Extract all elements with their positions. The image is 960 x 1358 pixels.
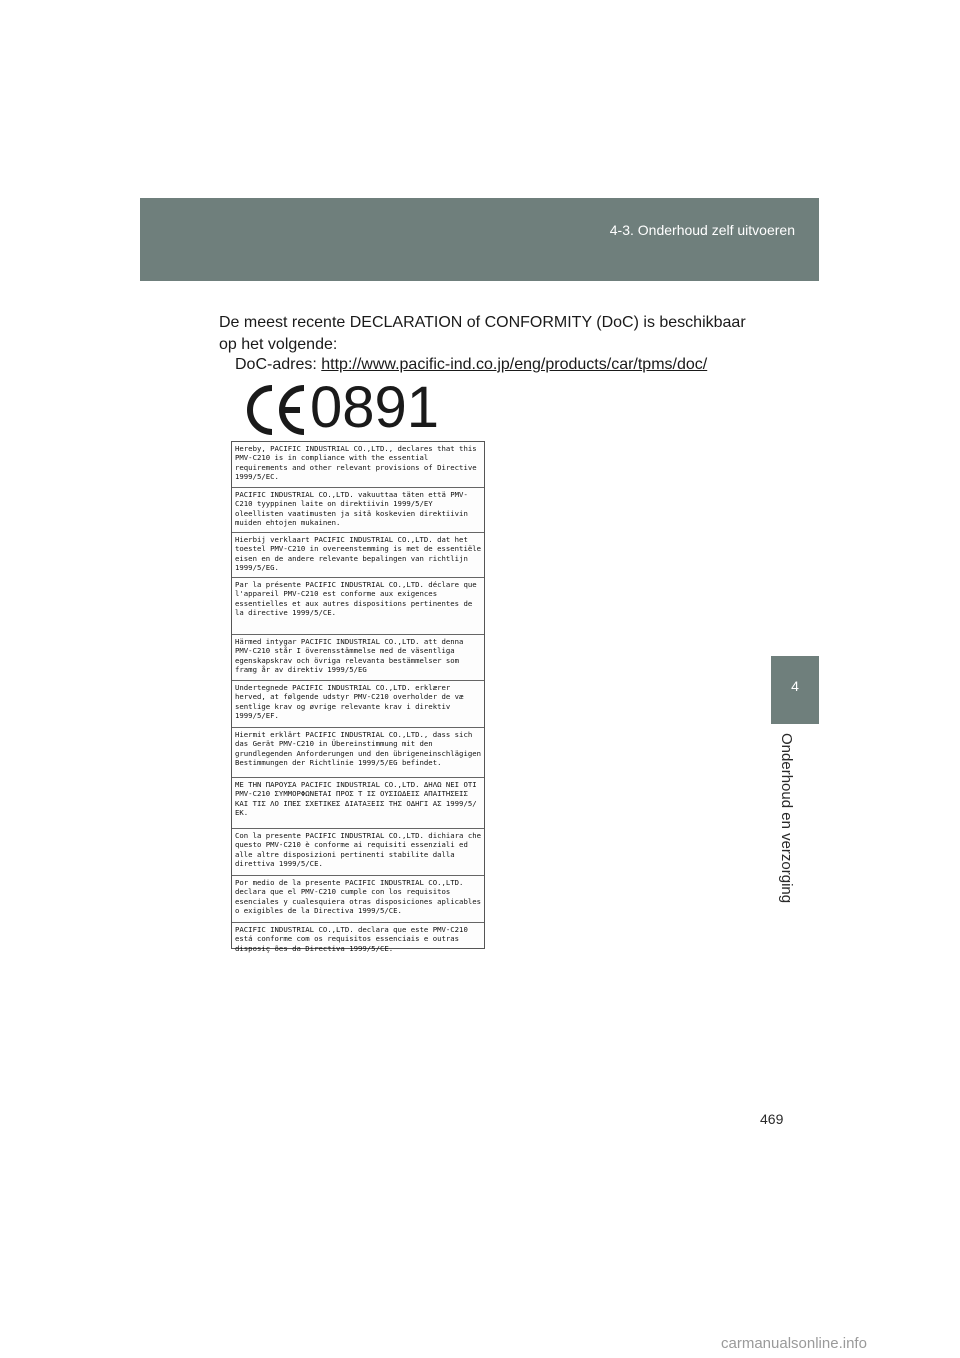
header-band [140, 198, 819, 281]
declaration-dutch: Hierbij verklaart PACIFIC INDUSTRIAL CO.,LTD. dat het toestel PMV-C210 in overeenstemming is met de essentiële eisen en de andere relevante bepalingen van richtlijn 1999/5/EG. [232, 533, 484, 578]
section-title: 4-3. Onderhoud zelf uitvoeren [609, 222, 795, 238]
declaration-spanish: Por medio de la presente PACIFIC INDUSTRIAL CO.,LTD. declara que el PMV-C210 cumple con los requisitos esenciales y cualesquiera otras disposiciones aplicables o exigibles de la Directiva 1999/5/CE. [232, 876, 484, 923]
chapter-label: Onderhoud en verzorging [778, 733, 795, 904]
notified-body-number: 0891 [310, 375, 440, 440]
watermark: carmanualsonline.info [721, 1335, 867, 1352]
declaration-box [231, 441, 485, 953]
ce-c-icon [250, 388, 272, 432]
declaration-french: Par la présente PACIFIC INDUSTRIAL CO.,LTD. déclare que l'appareil PMV-C210 est conforme aux exigences essentielles et aux autres dispositions pertinentes de la directive 1999/5/CE. [232, 578, 484, 635]
declaration-greek: ΜΕ ΤΗΝ ΠΑΡΟΥΣΑ PACIFIC INDUSTRIAL CO.,LTD. ΔΗΛΩ ΝΕΙ ΟΤΙ PMV-C210 ΣΥΜΜΟΡΦΩΝΕΤΑΙ ΠΡΟΣ Τ ΙΣ ΟΥΣΙΩΔΕΙΣ ΑΠΑΙΤΗΣΕΙΣ ΚΑΙ ΤΙΣ ΛΟ ΙΠΕΣ ΣΧΕΤΙΚΕΣ ΔΙΑΤΑΞΕΙΣ ΤΗΣ ΟΔΗΓΙ ΑΣ 1999/5/ΕΚ. [232, 778, 484, 829]
declaration-danish: Undertegnede PACIFIC INDUSTRIAL CO.,LTD. erklærer herved, at følgende udstyr PMV-C210 overholder de væ sentlige krav og øvrige relevante krav i direktiv 1999/5/EF. [232, 681, 484, 728]
page-number: 469 [760, 1111, 784, 1127]
declaration-portuguese: PACIFIC INDUSTRIAL CO.,LTD. declara que este PMV-C210 está conforme com os requisitos essenciais e outras disposiç ões da Directiva 1999/5/CE. [235, 925, 468, 953]
ce-e-icon [282, 388, 304, 432]
declaration-german: Hiermit erklärt PACIFIC INDUSTRIAL CO.,LTD., dass sich das Gerät PMV-C210 in Übereinstimmung mit den grundlegenden Anforderungen und den übrigeneinschlägigen Bestimmungen der Richtlinie 1999/5/EG befindet. [232, 728, 484, 778]
chapter-tab [771, 656, 819, 724]
declaration-italian: Con la presente PACIFIC INDUSTRIAL CO.,LTD. dichiara che questo PMV-C210 è conforme ai requisiti essenziali ed alle altre disposizioni pertinenti stabilite dalla direttiva 1999/5/CE. [232, 829, 484, 876]
declaration-english: Hereby, PACIFIC INDUSTRIAL CO.,LTD., declares that this PMV-C210 is in compliance with the essential requirements and other relevant provisions of Directive 1999/5/EC. [232, 442, 484, 488]
doc-url-link[interactable]: http://www.pacific-ind.co.jp/eng/products/car/tpms/doc/ [321, 356, 708, 373]
declaration-swedish: Härmed intygar PACIFIC INDUSTRIAL CO.,LTD. att denna PMV-C210 står I överensstämmelse med de väsentliga egenskapskrav och övriga relevanta bestämmelser som framg år av direktiv 1999/5/EG [232, 635, 484, 681]
intro-text: De meest recente DECLARATION of CONFORMITY (DoC) is beschikbaar op het volgende: [219, 314, 746, 353]
doc-label: DoC-adres: [235, 356, 317, 373]
doc-address-line [235, 356, 707, 374]
chapter-number: 4 [791, 678, 799, 694]
declaration-finnish: PACIFIC INDUSTRIAL CO.,LTD. vakuuttaa täten että PMV-C210 tyyppinen laite on direktiivin 1999/5/EY oleellisten vaatimusten ja sitä koskevien direktiivin muiden ehtojen mukainen. [232, 488, 484, 533]
